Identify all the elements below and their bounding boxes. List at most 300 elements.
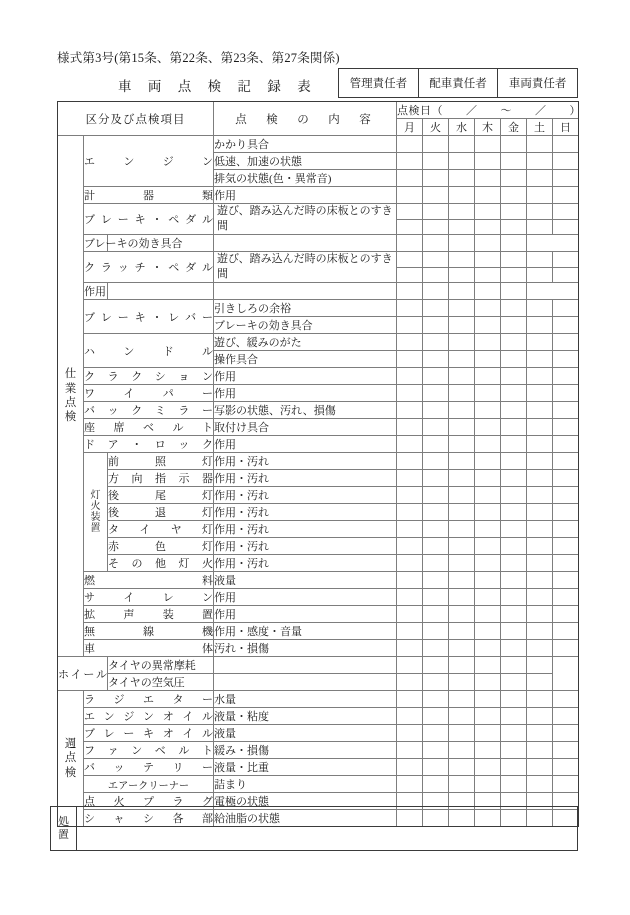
- day-cell[interactable]: [423, 317, 449, 334]
- day-cell[interactable]: [475, 351, 501, 368]
- day-cell[interactable]: [527, 691, 553, 708]
- day-cell[interactable]: [553, 555, 579, 572]
- day-cell[interactable]: [423, 555, 449, 572]
- day-cell[interactable]: [553, 204, 579, 220]
- day-cell[interactable]: [501, 674, 527, 691]
- day-cell[interactable]: [449, 204, 475, 220]
- day-cell[interactable]: [397, 487, 423, 504]
- table-row: [58, 776, 579, 793]
- day-cell[interactable]: [423, 204, 449, 220]
- day-cell[interactable]: [527, 759, 553, 776]
- day-cell[interactable]: [397, 657, 423, 674]
- day-cell[interactable]: [449, 187, 475, 204]
- inspection-item-name: シ ャ シ 各 部: [84, 810, 214, 827]
- day-cell[interactable]: [475, 504, 501, 521]
- day-cell[interactable]: [423, 725, 449, 742]
- day-cell[interactable]: [397, 235, 423, 252]
- day-cell[interactable]: [475, 606, 501, 623]
- day-cell[interactable]: [475, 453, 501, 470]
- day-cell[interactable]: [397, 725, 423, 742]
- day-cell[interactable]: [423, 606, 449, 623]
- day-cell[interactable]: [501, 589, 527, 606]
- day-cell[interactable]: [501, 487, 527, 504]
- day-cell[interactable]: [527, 351, 553, 368]
- day-cell[interactable]: [475, 419, 501, 436]
- day-cell[interactable]: [397, 334, 423, 351]
- day-cell[interactable]: [397, 300, 423, 317]
- day-cell[interactable]: [527, 504, 553, 521]
- day-cell[interactable]: [553, 300, 579, 317]
- day-cell[interactable]: [501, 470, 527, 487]
- day-cell[interactable]: [501, 317, 527, 334]
- day-cell[interactable]: [423, 538, 449, 555]
- day-cell[interactable]: [553, 219, 579, 235]
- inspection-item-name: 燃 料: [84, 572, 214, 589]
- day-cell[interactable]: [501, 419, 527, 436]
- day-cell[interactable]: [501, 219, 527, 235]
- day-cell[interactable]: [397, 136, 423, 153]
- day-cell[interactable]: [501, 402, 527, 419]
- day-cell[interactable]: [423, 334, 449, 351]
- day-cell[interactable]: [423, 419, 449, 436]
- day-cell[interactable]: [475, 521, 501, 538]
- day-cell[interactable]: [423, 402, 449, 419]
- inspection-detail: 作用・汚れ: [214, 538, 397, 555]
- day-cell[interactable]: [553, 623, 579, 640]
- day-cell[interactable]: [501, 334, 527, 351]
- day-cell[interactable]: [449, 283, 475, 300]
- day-cell[interactable]: [423, 300, 449, 317]
- day-cell[interactable]: [397, 759, 423, 776]
- table-row: [58, 204, 579, 220]
- day-cell[interactable]: [501, 283, 527, 300]
- day-cell[interactable]: [449, 606, 475, 623]
- day-cell[interactable]: [449, 657, 475, 674]
- day-cell[interactable]: [423, 436, 449, 453]
- day-cell[interactable]: [397, 538, 423, 555]
- day-cell[interactable]: [475, 317, 501, 334]
- day-cell[interactable]: [527, 136, 553, 153]
- day-cell[interactable]: [553, 317, 579, 334]
- day-cell[interactable]: [475, 589, 501, 606]
- day-cell[interactable]: [423, 470, 449, 487]
- day-cell[interactable]: [449, 368, 475, 385]
- day-cell[interactable]: [527, 657, 553, 674]
- day-cell[interactable]: [475, 759, 501, 776]
- table-row: [58, 504, 579, 521]
- inspection-detail: 液量: [214, 572, 397, 589]
- inspection-detail: かかり具合: [214, 136, 397, 153]
- day-cell[interactable]: [397, 283, 423, 300]
- day-cell[interactable]: [527, 204, 553, 220]
- day-cell[interactable]: [527, 538, 553, 555]
- day-cell[interactable]: [397, 742, 423, 759]
- day-cell[interactable]: [501, 538, 527, 555]
- day-cell[interactable]: [397, 368, 423, 385]
- day-cell[interactable]: [423, 572, 449, 589]
- day-cell[interactable]: [527, 742, 553, 759]
- responsible-cell-dispatch[interactable]: 配車責任者: [419, 69, 499, 97]
- day-cell[interactable]: [501, 351, 527, 368]
- day-cell[interactable]: [553, 742, 579, 759]
- day-cell[interactable]: [501, 235, 527, 252]
- table-row: [58, 402, 579, 419]
- day-cell[interactable]: [449, 436, 475, 453]
- day-cell[interactable]: [423, 351, 449, 368]
- day-cell[interactable]: [449, 267, 475, 283]
- day-cell[interactable]: [397, 504, 423, 521]
- day-cell[interactable]: [527, 674, 553, 691]
- table-row: [58, 470, 579, 487]
- responsible-cell-manager[interactable]: 管理責任者: [339, 69, 419, 97]
- action-box-field[interactable]: [77, 807, 577, 850]
- day-cell[interactable]: [501, 267, 527, 283]
- day-cell[interactable]: [527, 606, 553, 623]
- day-cell[interactable]: [475, 368, 501, 385]
- day-cell[interactable]: [397, 691, 423, 708]
- day-cell[interactable]: [475, 691, 501, 708]
- day-cell[interactable]: [397, 267, 423, 283]
- inspection-detail: 引きしろの余裕: [214, 300, 397, 317]
- day-cell[interactable]: [449, 419, 475, 436]
- day-cell[interactable]: [423, 742, 449, 759]
- day-cell[interactable]: [397, 470, 423, 487]
- day-cell[interactable]: [449, 572, 475, 589]
- day-cell[interactable]: [553, 419, 579, 436]
- day-cell[interactable]: [475, 334, 501, 351]
- day-cell[interactable]: [423, 368, 449, 385]
- day-cell[interactable]: [214, 235, 397, 252]
- day-cell[interactable]: [553, 640, 579, 657]
- day-cell[interactable]: [475, 538, 501, 555]
- day-cell[interactable]: [449, 521, 475, 538]
- lighting-label-char-2: 火: [90, 500, 101, 512]
- day-cell[interactable]: [553, 708, 579, 725]
- day-cell[interactable]: [423, 623, 449, 640]
- day-cell[interactable]: [397, 204, 423, 220]
- day-cell[interactable]: [553, 436, 579, 453]
- day-cell[interactable]: [449, 334, 475, 351]
- day-cell[interactable]: [423, 589, 449, 606]
- day-cell[interactable]: [475, 572, 501, 589]
- day-cell[interactable]: [527, 555, 553, 572]
- inspection-item-name: ブ レ ー キ オ イ ル: [84, 725, 214, 742]
- day-cell[interactable]: [553, 385, 579, 402]
- header-inspection-date[interactable]: 点検日（ ／ ～ ／ ）: [397, 102, 579, 119]
- day-cell[interactable]: [449, 487, 475, 504]
- day-cell[interactable]: [449, 504, 475, 521]
- day-cell[interactable]: [449, 252, 475, 268]
- inspection-detail: 緩み・損傷: [214, 742, 397, 759]
- day-cell[interactable]: [501, 572, 527, 589]
- day-cell[interactable]: [449, 402, 475, 419]
- day-cell[interactable]: [527, 187, 553, 204]
- day-cell[interactable]: [553, 606, 579, 623]
- day-cell[interactable]: [449, 640, 475, 657]
- day-cell[interactable]: [449, 623, 475, 640]
- day-cell[interactable]: [397, 708, 423, 725]
- day-cell[interactable]: [397, 419, 423, 436]
- day-cell[interactable]: [475, 470, 501, 487]
- day-cell[interactable]: [423, 170, 449, 187]
- day-cell[interactable]: [501, 504, 527, 521]
- day-cell[interactable]: [214, 657, 397, 674]
- day-cell[interactable]: [553, 487, 579, 504]
- day-cell[interactable]: [527, 267, 553, 283]
- day-cell[interactable]: [449, 219, 475, 235]
- day-cell[interactable]: [501, 368, 527, 385]
- day-cell[interactable]: [449, 385, 475, 402]
- day-cell[interactable]: [527, 252, 553, 268]
- day-cell[interactable]: [501, 204, 527, 220]
- day-cell[interactable]: [475, 487, 501, 504]
- day-cell[interactable]: [449, 742, 475, 759]
- day-cell[interactable]: [475, 283, 501, 300]
- day-cell[interactable]: [423, 657, 449, 674]
- day-cell[interactable]: [501, 708, 527, 725]
- day-cell[interactable]: [449, 538, 475, 555]
- day-cell[interactable]: [527, 623, 553, 640]
- day-cell[interactable]: [501, 759, 527, 776]
- day-cell[interactable]: [397, 674, 423, 691]
- day-cell[interactable]: [449, 725, 475, 742]
- day-cell[interactable]: [553, 187, 579, 204]
- day-cell[interactable]: [501, 170, 527, 187]
- day-cell[interactable]: [397, 402, 423, 419]
- day-cell[interactable]: [397, 187, 423, 204]
- day-cell[interactable]: [553, 351, 579, 368]
- day-cell[interactable]: [553, 453, 579, 470]
- day-cell[interactable]: [423, 235, 449, 252]
- day-cell[interactable]: [501, 555, 527, 572]
- day-cell[interactable]: [501, 153, 527, 170]
- day-cell[interactable]: [108, 283, 214, 300]
- day-cell[interactable]: [527, 317, 553, 334]
- day-cell[interactable]: [553, 691, 579, 708]
- day-cell[interactable]: [501, 300, 527, 317]
- inspection-item-name: 後 退 灯: [108, 504, 214, 521]
- day-cell[interactable]: [553, 402, 579, 419]
- day-cell[interactable]: [397, 589, 423, 606]
- day-cell[interactable]: [501, 657, 527, 674]
- day-cell[interactable]: [527, 402, 553, 419]
- day-cell[interactable]: [475, 725, 501, 742]
- day-cell[interactable]: [449, 300, 475, 317]
- day-cell[interactable]: [423, 708, 449, 725]
- day-cell[interactable]: [397, 351, 423, 368]
- day-cell[interactable]: [449, 317, 475, 334]
- day-cell[interactable]: [397, 219, 423, 235]
- day-cell[interactable]: [397, 521, 423, 538]
- day-cell[interactable]: [501, 252, 527, 268]
- day-cell[interactable]: [397, 436, 423, 453]
- day-cell[interactable]: [423, 136, 449, 153]
- day-cell[interactable]: [501, 776, 527, 793]
- day-cell[interactable]: [449, 708, 475, 725]
- day-cell[interactable]: [397, 170, 423, 187]
- day-cell[interactable]: [475, 300, 501, 317]
- day-cell[interactable]: [423, 640, 449, 657]
- day-cell[interactable]: [423, 487, 449, 504]
- day-cell[interactable]: [423, 759, 449, 776]
- day-cell[interactable]: [475, 555, 501, 572]
- day-cell[interactable]: [475, 708, 501, 725]
- day-cell[interactable]: [501, 187, 527, 204]
- day-cell[interactable]: [553, 136, 579, 153]
- day-cell[interactable]: [527, 453, 553, 470]
- day-cell[interactable]: [553, 725, 579, 742]
- day-cell[interactable]: [397, 776, 423, 793]
- day-cell[interactable]: [423, 504, 449, 521]
- day-cell[interactable]: [501, 725, 527, 742]
- day-cell[interactable]: [423, 219, 449, 235]
- day-cell[interactable]: [449, 759, 475, 776]
- day-cell[interactable]: [423, 691, 449, 708]
- day-cell[interactable]: [553, 538, 579, 555]
- day-cell[interactable]: [397, 317, 423, 334]
- day-cell[interactable]: [397, 640, 423, 657]
- day-cell[interactable]: [397, 385, 423, 402]
- day-cell[interactable]: [475, 136, 501, 153]
- day-cell[interactable]: [475, 219, 501, 235]
- day-cell[interactable]: [475, 385, 501, 402]
- table-row: [58, 487, 579, 504]
- day-cell[interactable]: [501, 453, 527, 470]
- day-cell[interactable]: [423, 153, 449, 170]
- day-cell[interactable]: [397, 153, 423, 170]
- day-cell[interactable]: [475, 402, 501, 419]
- day-cell[interactable]: [475, 204, 501, 220]
- day-cell[interactable]: [423, 674, 449, 691]
- day-cell[interactable]: [553, 470, 579, 487]
- table-row: [58, 759, 579, 776]
- day-cell[interactable]: [527, 219, 553, 235]
- responsible-cell-vehicle[interactable]: 車両責任者: [508, 78, 567, 90]
- day-cell[interactable]: [553, 504, 579, 521]
- day-cell[interactable]: [527, 708, 553, 725]
- day-cell[interactable]: [501, 623, 527, 640]
- day-cell[interactable]: [423, 267, 449, 283]
- day-cell[interactable]: [475, 252, 501, 268]
- day-cell[interactable]: [449, 470, 475, 487]
- day-cell[interactable]: [527, 170, 553, 187]
- day-cell[interactable]: [501, 742, 527, 759]
- day-cell[interactable]: [527, 589, 553, 606]
- day-cell[interactable]: [423, 283, 449, 300]
- day-cell[interactable]: [397, 623, 423, 640]
- day-cell[interactable]: [553, 521, 579, 538]
- day-cell[interactable]: [475, 153, 501, 170]
- inspection-detail: 作用・汚れ: [214, 487, 397, 504]
- day-cell[interactable]: [553, 252, 579, 268]
- day-cell[interactable]: [475, 640, 501, 657]
- day-cell[interactable]: [397, 453, 423, 470]
- day-cell[interactable]: [501, 385, 527, 402]
- day-cell[interactable]: [527, 521, 553, 538]
- day-cell[interactable]: [449, 235, 475, 252]
- day-cell[interactable]: [214, 283, 397, 300]
- day-cell[interactable]: [475, 436, 501, 453]
- day-cell[interactable]: [397, 252, 423, 268]
- day-cell[interactable]: [527, 436, 553, 453]
- day-cell[interactable]: [501, 691, 527, 708]
- day-cell[interactable]: [449, 453, 475, 470]
- day-cell[interactable]: [501, 136, 527, 153]
- day-cell[interactable]: [501, 606, 527, 623]
- day-cell[interactable]: [527, 487, 553, 504]
- day-cell[interactable]: [527, 572, 553, 589]
- day-cell[interactable]: [553, 572, 579, 589]
- day-cell[interactable]: [475, 235, 501, 252]
- day-cell[interactable]: [527, 153, 553, 170]
- day-cell[interactable]: [423, 521, 449, 538]
- day-cell[interactable]: [475, 187, 501, 204]
- day-cell[interactable]: [449, 351, 475, 368]
- day-cell[interactable]: [397, 606, 423, 623]
- day-cell[interactable]: [475, 742, 501, 759]
- day-cell[interactable]: [475, 170, 501, 187]
- day-cell[interactable]: [527, 385, 553, 402]
- day-cell[interactable]: [527, 470, 553, 487]
- day-cell[interactable]: [527, 334, 553, 351]
- day-cell[interactable]: [553, 589, 579, 606]
- day-cell[interactable]: [449, 170, 475, 187]
- day-cell[interactable]: [527, 640, 553, 657]
- day-cell[interactable]: [449, 136, 475, 153]
- day-cell[interactable]: [527, 776, 553, 793]
- day-cell[interactable]: [449, 674, 475, 691]
- day-cell[interactable]: [449, 691, 475, 708]
- day-cell[interactable]: [397, 555, 423, 572]
- day-cell[interactable]: [449, 589, 475, 606]
- day-cell[interactable]: [423, 453, 449, 470]
- inspection-item-name: 車 体: [84, 640, 214, 657]
- day-cell[interactable]: [527, 300, 553, 317]
- day-cell[interactable]: [527, 725, 553, 742]
- table-row: [58, 436, 579, 453]
- inspection-item-name: そ の 他 灯 火: [108, 555, 214, 572]
- day-cell[interactable]: [214, 674, 397, 691]
- day-cell[interactable]: [449, 153, 475, 170]
- day-cell[interactable]: [501, 436, 527, 453]
- day-cell[interactable]: [553, 267, 579, 283]
- day-cell[interactable]: [397, 572, 423, 589]
- day-cell[interactable]: [449, 776, 475, 793]
- day-cell[interactable]: [553, 759, 579, 776]
- day-cell[interactable]: [527, 419, 553, 436]
- section-label-char-1: 仕: [64, 368, 77, 381]
- day-cell[interactable]: [553, 170, 579, 187]
- day-cell[interactable]: [449, 555, 475, 572]
- day-cell[interactable]: [475, 776, 501, 793]
- day-cell[interactable]: [501, 640, 527, 657]
- day-cell[interactable]: [475, 267, 501, 283]
- day-cell[interactable]: [475, 623, 501, 640]
- day-cell[interactable]: [553, 776, 579, 793]
- day-cell[interactable]: [501, 521, 527, 538]
- inspection-detail: 作用: [84, 283, 108, 300]
- day-cell[interactable]: [475, 674, 501, 691]
- day-cell[interactable]: [423, 187, 449, 204]
- day-cell[interactable]: [423, 252, 449, 268]
- day-cell[interactable]: [553, 368, 579, 385]
- day-cell[interactable]: [553, 334, 579, 351]
- day-cell[interactable]: [423, 776, 449, 793]
- day-cell[interactable]: [553, 153, 579, 170]
- day-cell[interactable]: [423, 385, 449, 402]
- day-cell[interactable]: [527, 368, 553, 385]
- day-cell[interactable]: [475, 657, 501, 674]
